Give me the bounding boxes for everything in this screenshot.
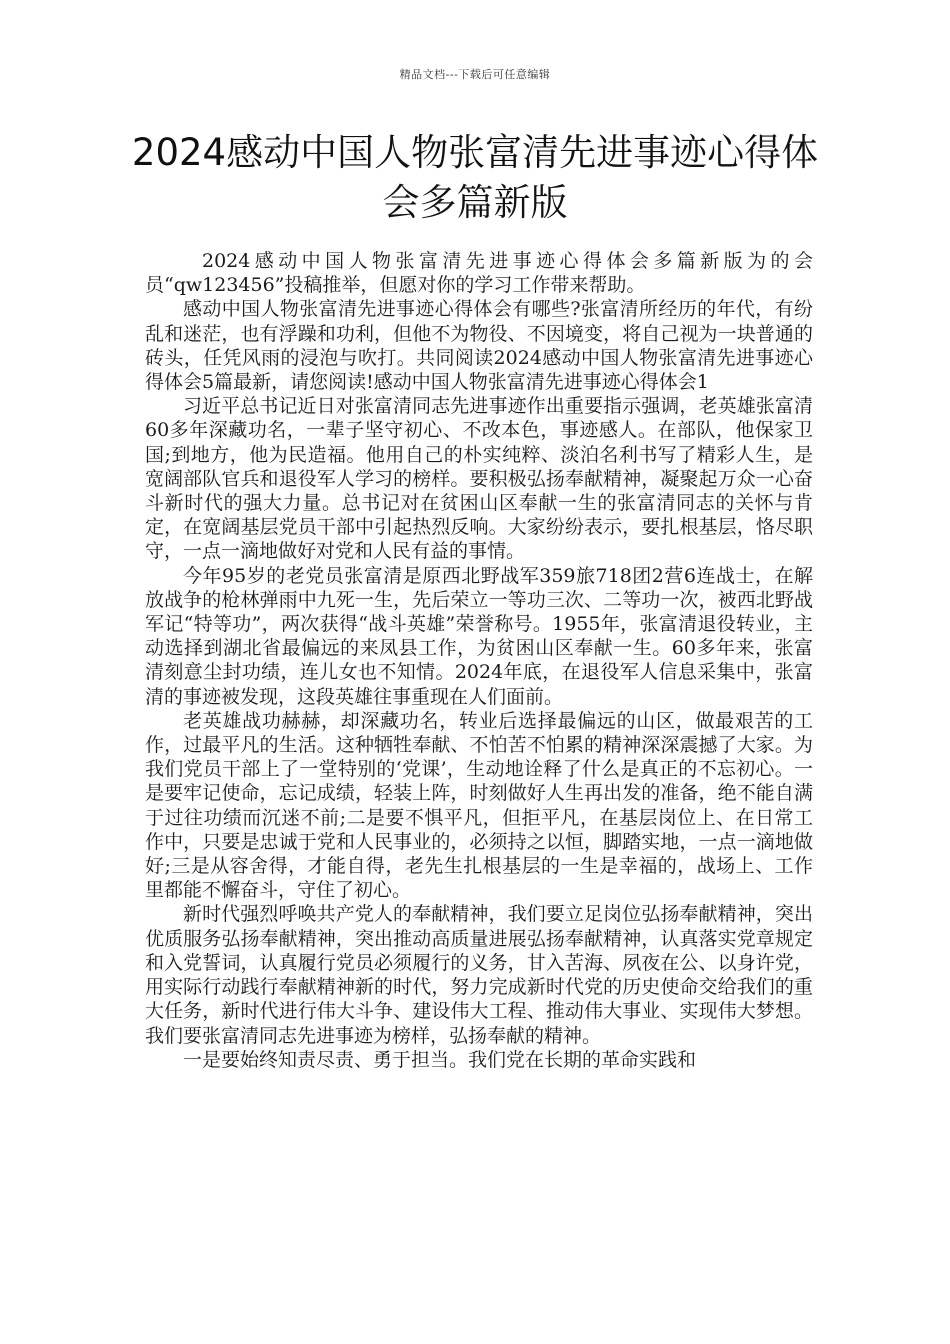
paragraph: 习近平总书记近日对张富清同志先进事迹作出重要指示强调，老英雄张富清60多年深藏功名，一辈子坚守初心、不改本色，事迹感人。在部队，他保家卫国;到地方，他为民造福。他用自己的朴实纯粹、淡泊名利书写了精彩人生，是宽阔部队官兵和退役军人学习的榜样。要积极弘扬奉献精神，凝聚起万众一心奋斗新时代的强大力量。总书记对在贫困山区奉献一生的张富清同志的关怀与肯定，在宽阔基层党员干部中引起热烈反响。大家纷纷表示，要扎根基层，恪尽职守，一点一滴地做好对党和人民有益的事情。: [145, 395, 813, 563]
document-body: [145, 249, 813, 1072]
document-title: 2024感动中国人物张富清先进事迹心得体会多篇新版: [131, 131, 819, 224]
paragraph: 一是要始终知责尽责、勇于担当。我们党在长期的革命实践和: [183, 1048, 697, 1071]
paragraph: 今年95岁的老党员张富清是原西北野战军359旅718团2营6连战士，在解放战争的枪林弹雨中九死一生，先后荣立一等功三次、二等功一次，被西北野战军记“特等功”，两次获得“战斗英雄”荣誉称号。1955年，张富清退役转业，主动选择到湖北省最偏远的来凤县工作，为贫困山区奉献一生。60多年来，张富清刻意尘封功绩，连儿女也不知情。2024年底，在退役军人信息采集中，张富清的事迹被发现，这段英雄往事重现在人们面前。: [145, 564, 813, 708]
paragraph: 老英雄战功赫赫，却深藏功名，转业后选择最偏远的山区，做最艰苦的工作，过最平凡的生活。这种牺牲奉献、不怕苦不怕累的精神深深震撼了大家。为我们党员干部上了一堂特别的‘党课’，生动地诠释了什么是真正的不忘初心。一是要牢记使命，忘记成绩，轻装上阵，时刻做好人生再出发的准备，绝不能自满于过往功绩而沉迷不前;二是要不惧平凡，但拒平凡，在基层岗位上、在日常工作中，只要是忠诚于党和人民事业的，必须持之以恒，脚踏实地，一点一滴地做好;三是从容舍得，才能自得，老先生扎根基层的一生是幸福的，战场上、工作里都能不懈奋斗，守住了初心。: [145, 709, 813, 902]
paragraph: 新时代强烈呼唤共产党人的奉献精神，我们要立足岗位弘扬奉献精神，突出优质服务弘扬奉献精神，突出推动高质量进展弘扬奉献精神，认真落实党章规定和入党誓词，认真履行党员必须履行的义务，甘入苦海、夙夜在公、以身许党，用实际行动践行奉献精神新的时代，努力完成新时代党的历史使命交给我们的重大任务，新时代进行伟大斗争、建设伟大工程、推动伟大事业、实现伟大梦想。我们要张富清同志先进事迹为榜样，弘扬奉献的精神。: [145, 903, 813, 1047]
paragraph-intro: 2024感动中国人物张富清先进事迹心得体会多篇新版为的会员“qw123456”投稿推举，但愿对你的学习工作带来帮助。: [145, 250, 813, 297]
header-note: 精品文档---下载后可任意编辑: [399, 68, 551, 81]
paragraph: 感动中国人物张富清先进事迹心得体会有哪些?张富清所经历的年代，有纷乱和迷茫，也有浮躁和功利，但他不为物役、不因境变，将自己视为一块普通的砖头，任凭风雨的浸泡与吹打。共同阅读2024感动中国人物张富清先进事迹心得体会5篇最新，请您阅读!感动中国人物张富清先进事迹心得体会1: [145, 298, 813, 394]
